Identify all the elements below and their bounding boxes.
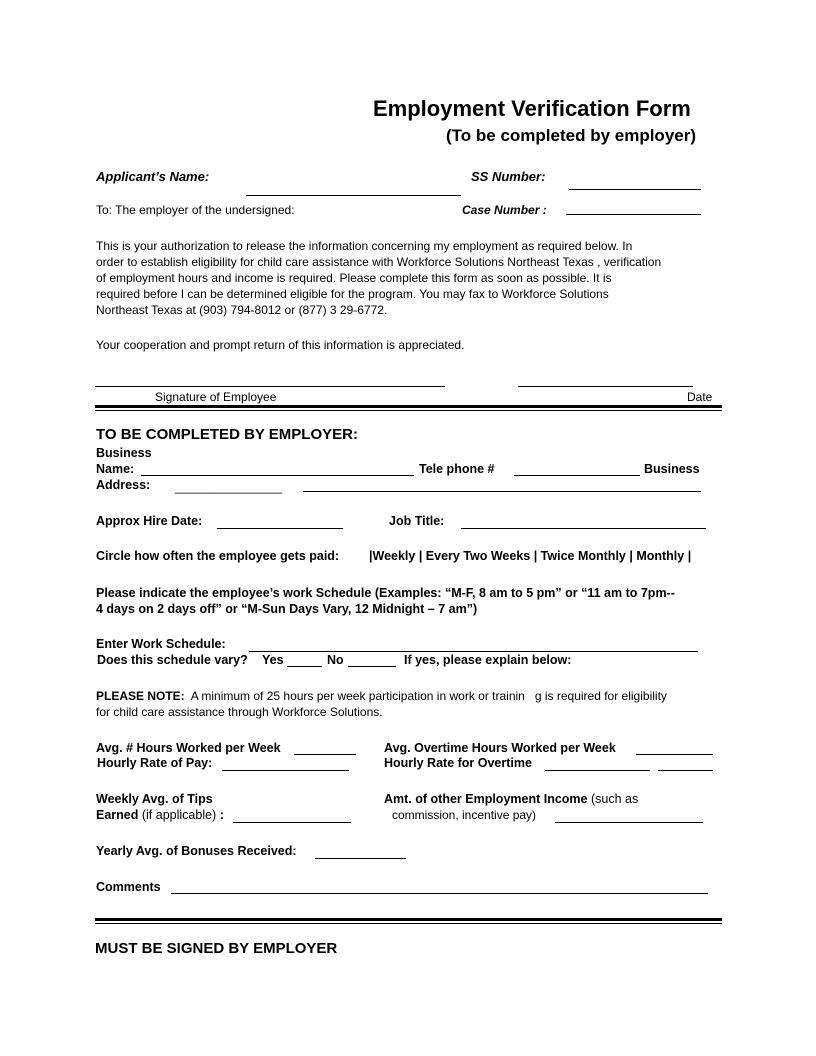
please-note-line-2: for child care assistance through Workforce Solutions. [96, 705, 383, 719]
other-income-note-1: (such as [587, 792, 639, 806]
employer-section-heading: TO BE COMPLETED BY EMPLOYER: [96, 426, 358, 443]
business-address-prefix: Business [644, 462, 700, 476]
please-note-line-1 [96, 689, 667, 703]
cooperation-text: Your cooperation and prompt return of this information is appreciated. [96, 338, 465, 352]
date-label: Date [687, 390, 713, 404]
business-name-field[interactable] [141, 475, 414, 476]
hire-date-label: Approx Hire Date: [96, 514, 203, 528]
schedule-instructions-line-2: 4 days on 2 days off” or “M-Sun Days Vary, 12 Midnight – 7 am”) [96, 602, 478, 616]
please-note-text: A minimum of 25 hours per week participation in work or trainin g is required for eligibility [184, 689, 667, 703]
ss-number-label: SS Number: [471, 169, 546, 184]
authorization-line-4: required before I can be determined eligible for the program. You may fax to Workforce Solutions [96, 287, 609, 301]
other-income-note-2: commission, incentive pay) [392, 808, 537, 822]
telephone-field[interactable] [514, 475, 640, 476]
comments-label: Comments [96, 880, 161, 894]
case-number-field[interactable] [566, 214, 701, 215]
authorization-line-1: This is your authorization to release the information concerning my employment as required below. In [96, 239, 633, 253]
work-schedule-field[interactable] [249, 651, 698, 652]
business-word: Business [96, 446, 152, 460]
hourly-rate-label: Hourly Rate of Pay: [97, 756, 213, 770]
employee-signature-field[interactable] [95, 386, 445, 387]
section-divider-top-thin [95, 410, 722, 411]
form-title: Employment Verification Form [373, 96, 691, 121]
form-subtitle: (To be completed by employer) [446, 126, 697, 145]
other-income-field[interactable] [555, 822, 703, 823]
employee-date-field[interactable] [518, 386, 693, 387]
avg-overtime-label: Avg. Overtime Hours Worked per Week [384, 741, 616, 755]
authorization-line-3: of employment hours and income is required. Please complete this form as soon as possible. It is [96, 271, 612, 285]
business-address-label: Address: [96, 478, 151, 492]
section-divider-bottom [95, 918, 722, 921]
hire-date-field[interactable] [217, 528, 343, 529]
bonus-field[interactable] [315, 858, 406, 859]
ss-number-field[interactable] [569, 189, 701, 190]
hourly-rate-field[interactable] [222, 770, 349, 771]
business-address-field[interactable] [303, 491, 701, 492]
comments-field[interactable] [171, 893, 708, 894]
applicant-name-label: Applicant’s Name: [96, 169, 210, 184]
bonus-label: Yearly Avg. of Bonuses Received: [96, 844, 297, 858]
earned-line [96, 808, 224, 822]
other-income-label: Amt. of other Employment Income [384, 792, 588, 806]
earned-colon: : [219, 808, 224, 822]
overtime-rate-field-2[interactable] [658, 770, 713, 771]
employer-address-line: To: The employer of the undersigned: [96, 203, 295, 217]
applicant-name-field[interactable] [246, 195, 461, 196]
no-field[interactable] [348, 666, 396, 667]
no-label: No [327, 653, 344, 667]
yes-label: Yes [262, 653, 284, 667]
explain-label: If yes, please explain below: [404, 653, 572, 667]
schedule-vary-question: Does this schedule vary? [97, 653, 248, 667]
earned-label: Earned [96, 808, 139, 822]
please-note-label: PLEASE NOTE: [96, 689, 185, 703]
tips-field[interactable] [233, 822, 351, 823]
pay-frequency-label: Circle how often the employee gets paid: [96, 549, 340, 563]
section-divider-bottom-thin [95, 923, 722, 924]
must-sign-heading: MUST BE SIGNED BY EMPLOYER [95, 940, 338, 957]
overtime-rate-field-1[interactable] [545, 770, 650, 771]
authorization-line-2: order to establish eligibility for child care assistance with Workforce Solutions Northeast Texas , verification [96, 255, 662, 269]
signature-of-employee-label: Signature of Employee [155, 390, 277, 404]
job-title-label: Job Title: [389, 514, 445, 528]
schedule-instructions-line-1: Please indicate the employee’s work Schedule (Examples: “M-F, 8 am to 5 pm” or “11 am to 7pm-- [96, 586, 675, 600]
case-number-label: Case Number : [462, 203, 547, 217]
pay-frequency-options[interactable]: |Weekly | Every Two Weeks | Twice Monthly | Monthly | [369, 549, 692, 563]
other-income-line-1 [384, 792, 638, 806]
avg-overtime-field[interactable] [636, 754, 713, 755]
yes-field[interactable] [287, 666, 322, 667]
enter-schedule-label: Enter Work Schedule: [96, 637, 226, 651]
avg-hours-label: Avg. # Hours Worked per Week [96, 741, 281, 755]
earned-note: (if applicable) [138, 808, 220, 822]
tips-label: Weekly Avg. of Tips [96, 792, 213, 806]
telephone-label: Tele phone # [419, 462, 495, 476]
business-name-label: Name: [96, 462, 135, 476]
overtime-rate-label: Hourly Rate for Overtime [384, 756, 532, 770]
business-address-underscores: ________________ [175, 480, 282, 494]
avg-hours-field[interactable] [294, 754, 356, 755]
section-divider-top [95, 405, 722, 408]
authorization-line-5: Northeast Texas at (903) 794-8012 or (877) 3 29-6772. [96, 303, 388, 317]
job-title-field[interactable] [461, 528, 706, 529]
